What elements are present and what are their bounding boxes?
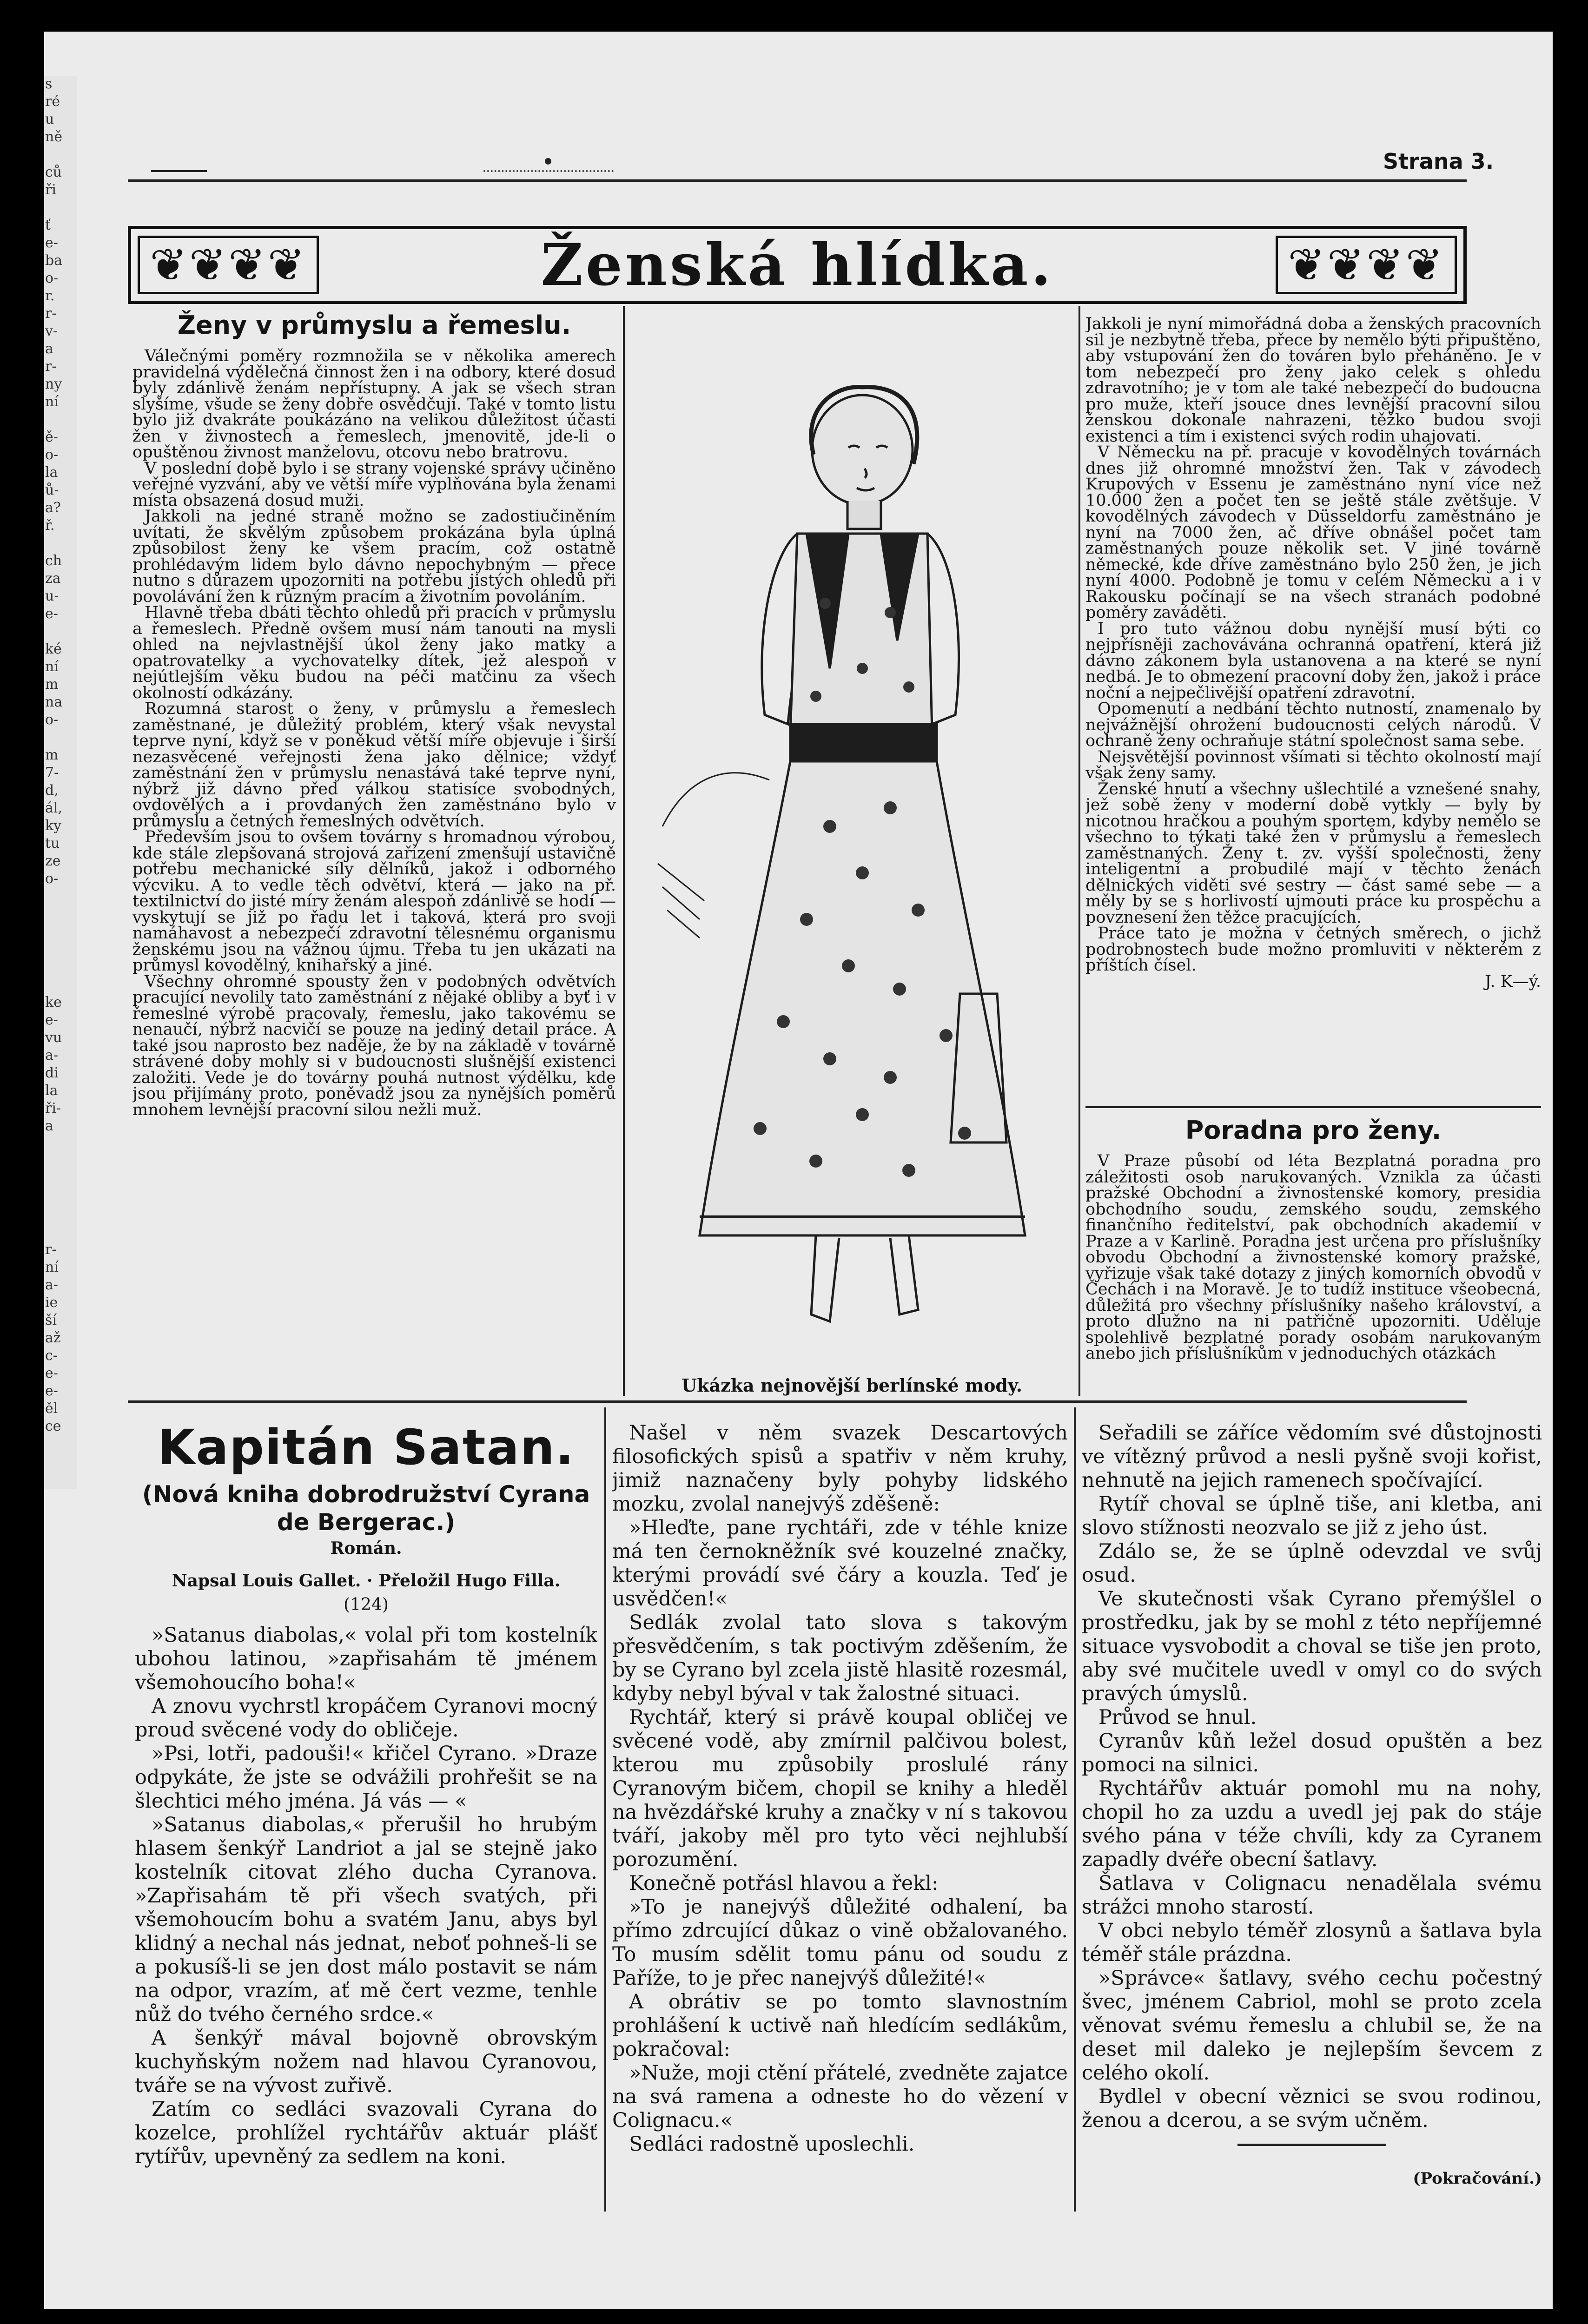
serial-paragraph: V obci nebylo téměř zlosynů a šatlava byla téměř stále prázdna.: [1082, 1919, 1542, 1966]
previous-page-fragment: ř.: [45, 517, 55, 534]
advice-column: [1085, 1111, 1541, 1395]
header-dot: [545, 158, 551, 165]
column-divider: [1074, 1407, 1076, 2212]
women-article: [132, 310, 616, 1395]
previous-page-fragment: ů-: [45, 482, 59, 498]
column-divider: [604, 1407, 606, 2212]
previous-page-fragment: ré: [45, 93, 60, 110]
column-divider: [1079, 306, 1080, 1396]
serial-paragraph: Sedláci radostně uposlechli.: [629, 2133, 915, 2156]
flourish-ornament-icon: ❦❦❦❦: [138, 236, 319, 294]
article-paragraph: Jakkoli na jedné straně možno se zadostiučiněním uvítati, že skvělým způsobem prokázána byla úplná způsobilost ženy ke všem pracím, což ostatně prohlédavým lidem bylo dávno nepochybným — přece nutno s důrazem upozorniti na potřebu jistých ohledů při povolávání žen k různým pracím a životním povoláním.: [132, 507, 616, 606]
previous-page-fragment: a: [45, 1118, 53, 1134]
previous-page-fragment: ní: [45, 659, 59, 675]
previous-page-fragment: za: [45, 570, 61, 587]
previous-page-fragment: tu: [45, 835, 60, 852]
article-paragraph: V poslední době bylo i se strany vojenské správy učiněno veřejné vyzvání, aby ve větší míře vyplňována byla ženami místa obsazená dosud muži.: [132, 459, 616, 510]
serial-paragraph: Ve skutečnosti však Cyrano přemýšlel o prostředku, jak by se mohl z této nepříjemné situace vysvobodit a choval se tiše jen proto, aby své mučitele uvedl v omyl co do svých pravých úmyslů.: [1082, 1587, 1542, 1705]
article-paragraph: Rozumná starost o ženy, v průmyslu a řemeslech zaměstnané, je důležitý problém, který však nevystal teprve nyní, když se v poněkud větší míře objevuje i širší nezasvěcené veřejnosti žena jako dělnice; vždyť zaměstnání žen v průmyslu nenastává také teprve nyní, nýbrž již dávno před válkou statisíce svobodných, ovdovělých a i provdaných žen zaměstnáno bylo v průmyslu a četných řemeslných odvětvích.: [132, 700, 616, 831]
previous-page-fragment: s: [45, 76, 53, 92]
newspaper-page: [44, 32, 1553, 2309]
serial-paragraph: Konečně potřásl hlavou a řekl:: [629, 1872, 939, 1895]
flourish-ornament-icon: ❦❦❦❦: [1276, 236, 1457, 294]
article-paragraph: Všechny ohromné spousty žen v podobných odvětvích pracující nevolily tato zaměstnání z nějaké obliby a byť i v řemeslné výrobě pracovaly, řemeslu, jako takovému se nenaučí, nýbrž nacvičí se pouze na jediný detail práce. A také jsou naprosto bez naděje, že by na základě v továrně strávené doby mohly si v budoucnosti slušnější existenci založiti. Vede je do továrny pouhá nutnost výdělku, kde jsou přijímány proto, poněvadž jsou za nynějších poměrů mnohem levnější pracovní silou nežli muž.: [132, 972, 616, 1119]
previous-page-fragment: ší: [45, 1312, 57, 1328]
previous-page-fragment: ři-: [45, 1100, 61, 1116]
advice-title: Poradna pro ženy.: [1185, 1116, 1442, 1145]
previous-page-fragment: na: [45, 694, 63, 710]
article-paragraph: Nejsvětější povinnost všímati si těchto okolností mají však ženy samy.: [1085, 747, 1541, 782]
previous-page-fragment: až: [45, 1330, 61, 1346]
previous-page-fragment: u: [45, 111, 54, 127]
section-banner: [128, 226, 1467, 304]
serial-paragraph: A šenkýř mával bojovně obrovským kuchyňským nožem nad hlavou Cyranovou, tváře se na vývost zuřivě.: [135, 2027, 597, 2097]
serial-paragraph: Seřadili se záříce vědomím své důstojnosti ve vítězný průvod a nesli pyšně svoji kořist, nehnutě na jejich ramenech spočívající.: [1082, 1421, 1542, 1492]
figure-caption: Ukázka nejnovější berlínské mody.: [682, 1375, 1022, 1396]
serial-genre: Román.: [330, 1538, 402, 1558]
previous-page-fragment: d,: [45, 782, 59, 799]
previous-page-fragment: o-: [45, 712, 59, 728]
fashion-illustration: [630, 315, 1074, 1396]
previous-page-fragment: u-: [45, 588, 59, 604]
continued-note: (Pokračování.): [1413, 2169, 1542, 2188]
previous-page-fragment: ke: [45, 994, 62, 1010]
serial-paragraph: Zatím co sedláci svazovali Cyrana do kozelce, prohlížel rychtářův aktuár plášť rytířův, upevněný za sedlem na koni.: [135, 2098, 597, 2168]
serial-paragraph: »Nuže, moji ctění přátelé, zvedněte zajatce na svá ramena a odneste ho do vězení v Colignacu.«: [612, 2061, 1068, 2132]
section-separator: [128, 1400, 1467, 1403]
previous-page-fragment: ky: [45, 818, 62, 834]
previous-page-fragment: ě-: [45, 429, 58, 445]
article-paragraph: Práce tato je možna v četných směrech, o jichž podrobnostech bude možno promluviti v některém z příštích čísel.: [1085, 924, 1541, 975]
previous-page-fragment: ní: [45, 1259, 59, 1275]
previous-page-fragment: a-: [45, 1047, 59, 1063]
previous-page-fragment: e-: [45, 1012, 58, 1028]
previous-page-fragment: ť: [45, 217, 51, 233]
serial-subtitle: (Nová kniha dobrodružství Cyrana de Bergerac.): [142, 1481, 590, 1536]
previous-page-fragment: o-: [45, 270, 59, 286]
women-article-continued: [1085, 316, 1541, 1104]
previous-page-fragment: e-: [45, 606, 58, 622]
serial-byline: Napsal Louis Gallet. · Přeložil Hugo Filla.: [172, 1571, 561, 1591]
section-title: Ženská hlídka.: [541, 231, 1054, 299]
serial-installment: (124): [344, 1595, 389, 1614]
serial-paragraph: Rychtářův aktuár pomohl mu na nohy, chopil ho za uzdu a uvedl jej pak do stáje svého pána v téže chvíli, kdy za Cyranem zapadly dvéře obecní šatlavy.: [1082, 1777, 1542, 1871]
serial-paragraph: Našel v něm svazek Descartových filosofických spisů a spatřiv v něm kruhy, jimiž naznačeny byly pohyby lidského mozku, zvolal nanejvýš zděšeně:: [612, 1421, 1068, 1516]
serial-paragraph: Bydlel v obecní věznici se svou rodinou, ženou a dcerou, a se svým učněm.: [1082, 2085, 1542, 2132]
serial-title: Kapitán Satan.: [157, 1419, 575, 1476]
serial-paragraph: »Hleďte, pane rychtáři, zde v téhle knize má ten černokněžník své kouzelné značky, kterými provádí své čáry a kouzla. Teď je usvědčen!«: [612, 1516, 1068, 1611]
serial-paragraph: Rychtář, který si právě koupal obličej ve svěcené vodě, aby zmírnil palčivou bolest, kterou mu způsobily proslulé rány Cyranovým bičem, chopil se knihy a hleděl na hvězdářské kruhy a značky v ní s takovou tváří, jakoby měl pro tyto věci nejhlubší porozumění.: [612, 1706, 1068, 1871]
previous-page-fragment: ěl: [45, 1400, 58, 1417]
serial-paragraph: Průvod se hnul.: [1098, 1706, 1257, 1729]
previous-page-fragment: 7-: [45, 765, 59, 781]
page-number: Strana 3.: [1383, 149, 1494, 174]
article-paragraph: Opomenutí a nedbání těchto nutností, znamenalo by nejvážnější ohrožení budoucnosti celých národů. V ochraně ženy ochraňuje státní společnost sama sebe.: [1085, 700, 1541, 750]
serial-paragraph: »Satanus diabolas,« přerušil ho hrubým hlasem šenkýř Landriot a jal se stejně jako kostelník citovat zlého ducha Cyranova. »Zapřisahám tě při všech svatých, při všemohoucím bohu a svatém Janu, abys byl klidný a nechal nás jednat, neboť pohneš-li se a pokusíš-li se jen dost málo postavit se nám na odpor, vrazím, ať mě čert vezme, tenhle nůž do tvého černého srdce.«: [135, 1813, 597, 2026]
serial-paragraph: »To je nanejvýš důležité odhalení, ba přímo zdrcující důkaz o vině obžalovaného. To musím sdělit tomu pánu od soudu z Paříže, to je přec nanejvýš důležité!«: [612, 1895, 1068, 1990]
serial-column-3: [1082, 1421, 1542, 2225]
previous-page-fragment: ně: [45, 129, 63, 145]
article-paragraph: V Německu na př. pracuje v kovodělných továrnách dnes již ohromné množství žen. Tak v závodech Krupových v Essenu je zaměstnáno nyní více než 10.000 žen a počet ten se ještě stále zvětšuje. V kovodělných závodech v Düsseldorfu zaměstnáno je nyní na 7000 žen, ač dříve obnášel počet tam zaměstnaných pouze několik set. V jiné továrně německé, kde dříve zaměstnáno bylo 250 žen, je jich nyní 4000. Podobně je tomu v celém Německu a i v Rakousku počínají se na všech stranách podobné poměry zaváděti.: [1085, 443, 1541, 622]
previous-page-fragment: ny: [45, 376, 62, 392]
previous-page-fragment: a-: [45, 1277, 59, 1293]
article-signature: J. K—ý.: [1485, 972, 1541, 991]
previous-page-fragment: ké: [45, 641, 62, 657]
ornament-rule: [1237, 2144, 1386, 2146]
previous-page-fragment: o-: [45, 447, 59, 463]
column-divider: [623, 306, 625, 1396]
previous-page-fragment: r-: [45, 1241, 57, 1258]
serial-paragraph: Sedlák zvolal tato slova s takovým přesvědčením, s tak poctivým zděšením, že by se Cyrano byl zcela jistě hlasitě rozesmál, kdyby nebyl býval v tak žalostné situaci.: [612, 1611, 1068, 1705]
advice-paragraph: V Praze působí od léta Bezplatná poradna pro záležitosti osob narukovaných. Vznikla za účasti pražské Obchodní a živnostenské komory, presidia obchodního soudu, zemského soudu, zemského finančního ředitelství, pak obchodních akademií v Praze a v Karlině. Poradna jest určena pro příslušníky obvodu Obchodní a živnostenské komory pražské, vyřizuje však také dotazy z jiných komorních obvodů v Čechách i na Moravě. Je to tudíž instituce všeobecná, důležitá pro všechny příslušníky našeho království, a proto dlužno na ni patřičně upozorniti. Uděluje spolehlivě bezplatné porady osobám narukovaným anebo jich příslušníkům v jednoduchých otázkách: [1085, 1152, 1541, 1363]
previous-page-fragment: m: [45, 676, 59, 693]
previous-page-fragment: e-: [45, 235, 58, 251]
previous-page-fragment: ze: [45, 853, 61, 869]
serial-paragraph: Šatlava v Colignacu nenadělala svému strážci mnoho starostí.: [1082, 1872, 1542, 1919]
previous-page-fragment: ba: [45, 252, 63, 269]
article-separator: [1085, 1106, 1541, 1108]
serial-paragraph: A znovu vychrstl kropáčem Cyranovi mocný proud svěcené vody do obličeje.: [135, 1695, 597, 1742]
previous-page-fragment: e-: [45, 1383, 58, 1399]
article-title: Ženy v průmyslu a řemeslu.: [177, 310, 571, 340]
previous-page-fragment: la: [45, 1083, 58, 1099]
previous-page-fragment: vu: [45, 1030, 62, 1046]
previous-page-fragment: di: [45, 1065, 59, 1081]
serial-paragraph: Rytíř choval se úplně tiše, ani kletba, ani slovo stížnosti neozvalo se již z jeho úst.: [1082, 1492, 1542, 1539]
header-rule-short: [151, 170, 207, 172]
article-paragraph: Hlavně třeba dbáti těchto ohledů při pracích v průmyslu a řemeslech. Předně ovšem musí nám tanouti na mysli ohled na nejvlastnější úkol ženy jako matky a opatrovatelky a vychovatelky dítek, jež alespoň v nejútlejším věku budou na péči matčinu za všech okolností odkázány.: [132, 603, 616, 702]
article-paragraph: Válečnými poměry rozmnožila se v několika amerech pravidelná výdělečná činnost žen i na odbory, které dosud byly zdánlivě ženám nepřístupny. A jak se všech stran slyšíme, všude se ženy dobře osvědčují. Také v tomto listu bylo již dvakráte poukázáno na velikou důležitost účasti žen v živnostech a řemeslech, jmenovitě, jde-li o opuštěnou živnost manželovu, otcovu nebo bratrovu.: [132, 347, 616, 462]
article-paragraph: Jakkoli je nyní mimořádná doba a ženských pracovních sil je nezbytně třeba, přece by nemělo býti připuštěno, aby vstupování žen do továren bylo přeháněno. Je v tom nebezpečí pro ženy jako celek s ohledu zdravotního; je v tom ale také nebezpečí do budoucna pro muže, kteří jsouce dnes levnější pracovní silou ženskou dokonale nahrazeni, těžko budou svoji existenci a tím i existenci svých rodin uhajovati.: [1085, 316, 1541, 446]
fashion-figure-drawing: [630, 315, 1074, 1354]
serial-column-1: [135, 1410, 597, 2228]
serial-paragraph: »Správce« šatlavy, svého cechu počestný švec, jménem Cabriol, mohl se proto zcela věnovat svému řemeslu a chlubil se, že na deset mil daleko je nejlepším ševcem z celého okolí.: [1082, 1967, 1542, 2085]
serial-paragraph: A obrátiv se po tomto slavnostním prohlášení k uctivě naň hledícím sedlákům, pokračoval:: [612, 1990, 1068, 2061]
previous-page-fragment: m: [45, 747, 59, 763]
serial-paragraph: Cyranův kůň ležel dosud opuštěn a bez pomoci na silnici.: [1082, 1730, 1542, 1776]
header-rule-dotted: [483, 170, 614, 172]
article-paragraph: Především jsou to ovšem továrny s hromadnou výrobou, kde stále zlepšovaná strojová zařízení zmenšují ustavičně potřebu mechanické síly dělníků, jakož i odborného výcviku. A to vedle těch odvětví, která — jako na př. textilnictví do jisté míry ženám alespoň zdánlivě se hodí — vyskytují se již po řadu let i taková, která pro svoji namáhavost a nebezpečí zdravotní tělesnému organismu ženskému jsou na vážnou újmu. Třeba tu jen ukázati na průmysl kovodělný, knihařský a jiné.: [132, 828, 616, 975]
previous-page-fragment: ie: [45, 1294, 58, 1311]
serial-column-2: [612, 1421, 1068, 2225]
serial-paragraph: »Psi, lotři, padouši!« křičel Cyrano. »Draze odpykáte, že jste se odvážili prohřešit se na šlechtici mého jména. Já vás — «: [135, 1742, 597, 1813]
previous-page-fragment: ch: [45, 553, 62, 569]
previous-page-fragment: a: [45, 341, 53, 357]
serial-paragraph: »Satanus diabolas,« volal při tom kostelník ubohou latinou, »zapřisahám tě jménem všemohoucího boha!«: [135, 1624, 597, 1694]
serial-paragraph: Zdálo se, že se úplně odevzdal ve svůj osud.: [1082, 1540, 1542, 1587]
previous-page-fragment: ál,: [45, 800, 63, 816]
previous-page-edge: [44, 76, 77, 1489]
previous-page-fragment: ců: [45, 164, 62, 180]
previous-page-fragment: r.: [45, 288, 55, 304]
previous-page-fragment: ři: [45, 182, 56, 198]
previous-page-fragment: a?: [45, 500, 61, 516]
previous-page-fragment: c-: [45, 1347, 58, 1364]
article-paragraph: I pro tuto vážnou dobu nynější musí býti co nejpřísněji zachovávána ochranná opatření, která již dávno zákonem byla ustanovena a na které se nyní nedbá. Je to obmezení pracovní doby žen, jakož i práce noční a nejpečlivější opatření zdravotní.: [1085, 619, 1541, 702]
previous-page-fragment: v-: [45, 323, 58, 339]
previous-page-fragment: o-: [45, 871, 59, 887]
previous-page-fragment: la: [45, 464, 58, 481]
previous-page-fragment: ce: [45, 1418, 61, 1434]
previous-page-fragment: r-: [45, 358, 57, 375]
header-rule: [128, 179, 1467, 182]
article-paragraph: Ženské hnutí a všechny ušlechtilé a vznešené snahy, jež sobě ženy v moderní době vytkly — byly by nicotnou hračkou a pouhým sportem, kdyby nemělo se všechno to týkati také žen v průmyslu a řemeslech zaměstnaných. Ženy t. zv. vyšší společnosti, ženy inteligentní a probudilé mají v těchto ženách dělnických viděti své sestry — část samé sebe — a měly by se s horlivostí ujmouti práce ku prospěchu a povznesení žen těžce pracujících.: [1085, 779, 1541, 927]
previous-page-fragment: ní: [45, 394, 59, 410]
previous-page-fragment: r-: [45, 305, 57, 322]
previous-page-fragment: e-: [45, 1365, 58, 1381]
